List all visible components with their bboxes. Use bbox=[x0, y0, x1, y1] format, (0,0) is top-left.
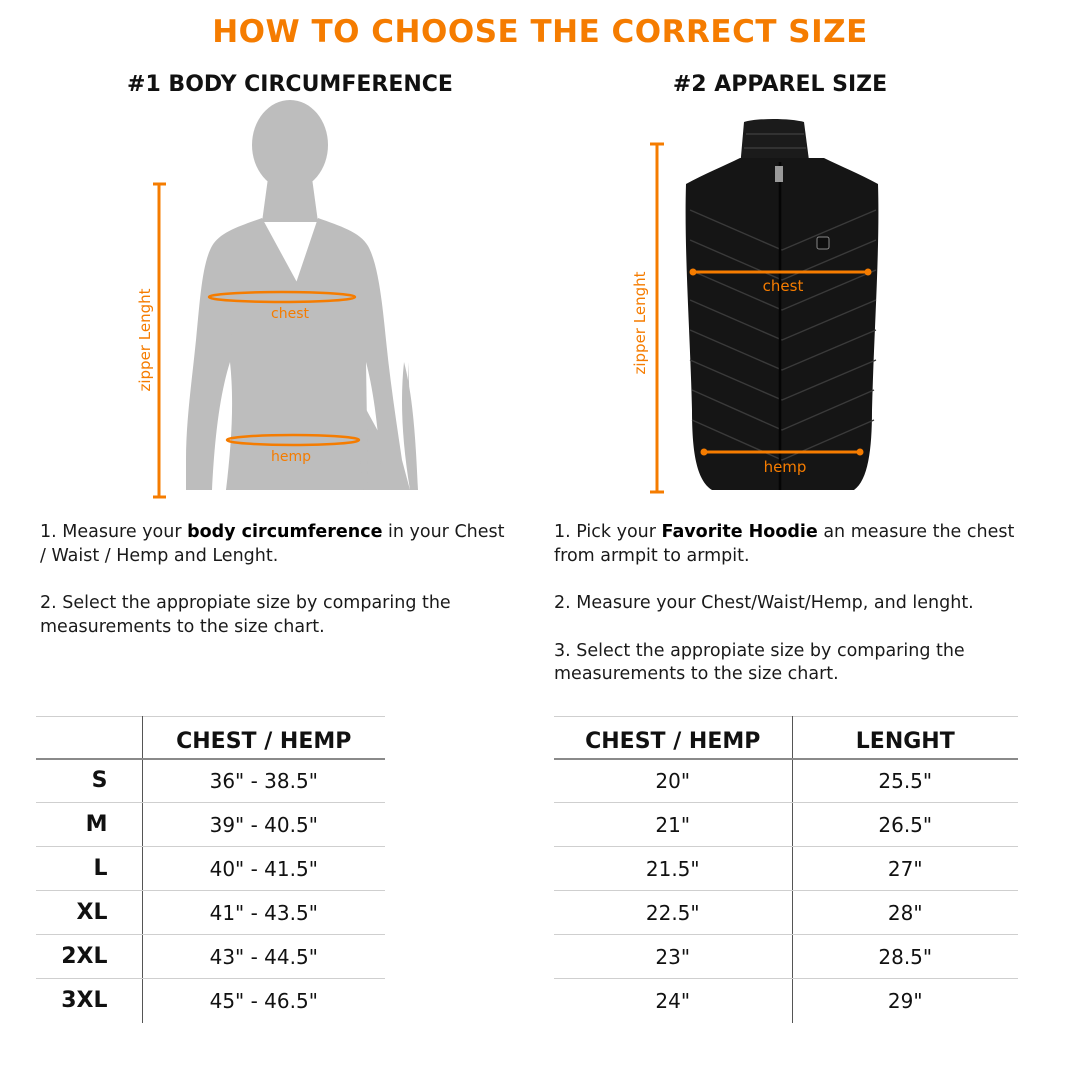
chest-value: 45" - 46.5" bbox=[209, 988, 318, 1013]
table-row bbox=[554, 803, 1018, 847]
chest-value: 36" - 38.5" bbox=[142, 759, 385, 803]
table-header-size bbox=[36, 717, 142, 759]
length-value: 25.5" bbox=[792, 759, 1018, 803]
table-row bbox=[36, 979, 385, 1023]
apparel-step-2: 2. Measure your Chest/Waist/Hemp, and lenght. bbox=[554, 593, 974, 613]
table-row bbox=[554, 847, 1018, 891]
table-row bbox=[554, 935, 1018, 979]
vest-chest-label: chest bbox=[762, 277, 804, 295]
table-header-row bbox=[36, 717, 385, 759]
body-instructions bbox=[40, 521, 510, 663]
body-zipper-label: zipper Lenght bbox=[136, 288, 154, 392]
apparel-size-table bbox=[554, 716, 1018, 1023]
length-value: 28.5" bbox=[792, 935, 1018, 979]
vest-zipper-label: zipper Lenght bbox=[631, 271, 649, 375]
chest-value: 40" - 41.5" bbox=[142, 847, 385, 891]
table-header-row bbox=[554, 717, 1018, 759]
body-figure bbox=[120, 100, 440, 505]
table-row bbox=[36, 891, 385, 935]
chest-value: 22.5" bbox=[554, 891, 792, 935]
chest-value: 24" bbox=[554, 979, 792, 1023]
heated-vest-icon bbox=[686, 119, 879, 490]
body-hemp-label: hemp bbox=[270, 449, 312, 465]
length-value: 28" bbox=[792, 891, 1018, 935]
table-row bbox=[554, 759, 1018, 803]
table-row bbox=[36, 847, 385, 891]
table-row bbox=[36, 935, 385, 979]
chest-value: 21" bbox=[554, 803, 792, 847]
size-label: M bbox=[36, 803, 142, 847]
table-header-length: LENGHT bbox=[792, 717, 1018, 759]
length-value: 27" bbox=[792, 847, 1018, 891]
table-row bbox=[554, 979, 1018, 1023]
table-header-chest: CHEST / HEMP bbox=[554, 717, 792, 759]
size-label: L bbox=[36, 847, 142, 891]
size-label: XL bbox=[36, 891, 142, 935]
apparel-size-heading: #2 APPAREL SIZE bbox=[672, 72, 888, 97]
length-value: 26.5" bbox=[792, 803, 1018, 847]
table-header-chest: CHEST / HEMP bbox=[142, 717, 385, 759]
chest-value: 21.5" bbox=[554, 847, 792, 891]
table-row bbox=[36, 803, 385, 847]
apparel-step-3: 3. Select the appropiate size by comparing the measurements to the size chart. bbox=[554, 640, 965, 684]
body-chest-label: chest bbox=[271, 306, 309, 322]
chest-value: 43" - 44.5" bbox=[142, 935, 385, 979]
apparel-instructions bbox=[554, 521, 1054, 711]
body-circumference-heading: #1 BODY CIRCUMFERENCE bbox=[127, 72, 453, 97]
vest-figure bbox=[620, 110, 890, 500]
size-label: 2XL bbox=[36, 935, 142, 979]
table-row bbox=[554, 891, 1018, 935]
chest-value: 39" - 40.5" bbox=[142, 803, 385, 847]
page-title: HOW TO CHOOSE THE CORRECT SIZE bbox=[212, 14, 868, 50]
body-step-2: 2. Select the appropiate size by comparing the measurements to the size chart. bbox=[40, 593, 451, 637]
chest-value: 41" - 43.5" bbox=[142, 891, 385, 935]
vest-hemp-label: hemp bbox=[763, 458, 807, 476]
size-label: 3XL bbox=[36, 979, 142, 1023]
length-value: 29" bbox=[887, 988, 923, 1013]
table-row bbox=[36, 759, 385, 803]
size-label: S bbox=[36, 759, 142, 803]
chest-value: 23" bbox=[554, 935, 792, 979]
body-step-1: 1. Measure your body circumference in your Chest / Waist / Hemp and Lenght. bbox=[40, 522, 505, 566]
apparel-step-1: 1. Pick your Favorite Hoodie an measure the chest from armpit to armpit. bbox=[554, 522, 1015, 566]
chest-value: 20" bbox=[554, 759, 792, 803]
body-size-table bbox=[36, 716, 385, 1023]
